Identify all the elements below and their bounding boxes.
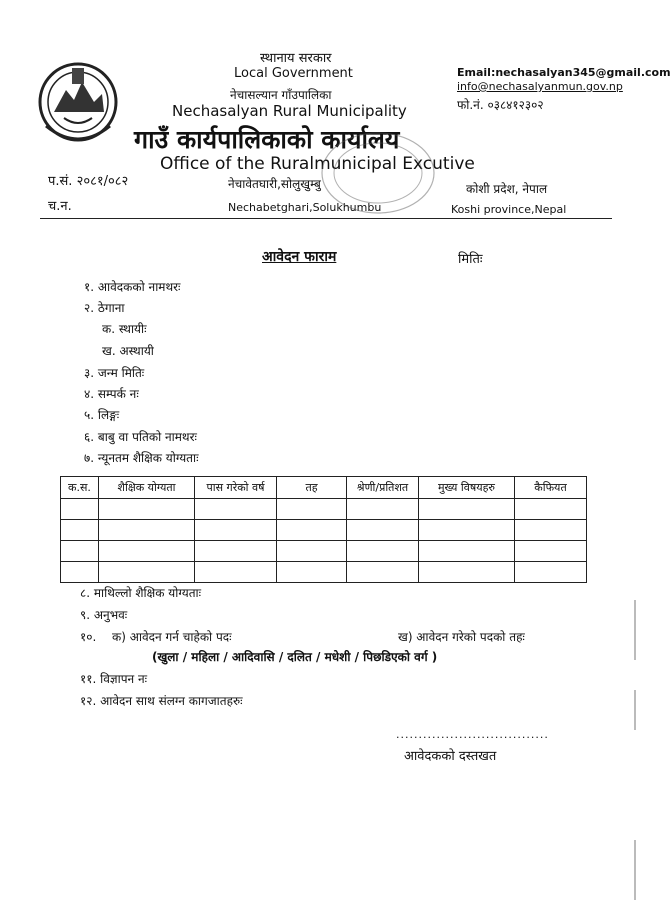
scan-edge-mark bbox=[634, 690, 636, 730]
col-header-remarks: कैफियत bbox=[515, 477, 587, 499]
ref-number: प.सं. २०८१/०८२ bbox=[48, 174, 129, 189]
table-header-row bbox=[61, 477, 587, 499]
header-province-en: Koshi province,Nepal bbox=[451, 203, 567, 216]
col-header-division: श्रेणी/प्रतिशत bbox=[347, 477, 419, 499]
table-row bbox=[61, 520, 587, 541]
field-category-options: (खुला / महिला / आदिवासि / दलित / मधेशी / पिछडिएको वर्ग ) bbox=[152, 650, 438, 664]
field-post-level: ख) आवेदन गरेको पदको तहः bbox=[398, 630, 525, 644]
col-header-level: तह bbox=[277, 477, 347, 499]
header-phone: फो.नं. ०३८४१२३०२ bbox=[457, 98, 544, 112]
field-min-qualification: ७. न्यूनतम शैक्षिक योग्यताः bbox=[84, 451, 199, 465]
header-gov-np: स्थानाय सरकार bbox=[260, 51, 332, 66]
form-title: आवेदन फाराम bbox=[262, 249, 337, 265]
table-row bbox=[61, 541, 587, 562]
date-label: मितिः bbox=[458, 252, 483, 267]
field-contact: ४. सम्पर्क नः bbox=[84, 387, 139, 401]
header-address-np: नेचावेतघारी,सोलुखुम्बु bbox=[228, 177, 321, 191]
col-header-subjects: मुख्य विषयहरु bbox=[419, 477, 515, 499]
header-divider bbox=[40, 218, 612, 219]
field-address-permanent: क. स्थायीः bbox=[102, 322, 147, 336]
field-birth-date: ३. जन्म मितिः bbox=[84, 366, 145, 380]
nepal-emblem-logo bbox=[36, 56, 120, 148]
field-applicant-name: १. आवेदकको नामथरः bbox=[84, 280, 181, 294]
header-office-np: गाउँ कार्यपालिकाको कार्यालय bbox=[134, 125, 400, 154]
col-header-serial: क.स. bbox=[61, 477, 99, 499]
header-mun-en: Nechasalyan Rural Municipality bbox=[172, 102, 407, 120]
col-header-pass-year: पास गरेको वर्ष bbox=[195, 477, 277, 499]
signature-label: आवेदकको दस्तखत bbox=[404, 749, 497, 764]
field-experience: ९. अनुभवः bbox=[80, 608, 128, 622]
header-website[interactable]: info@nechasalyanmun.gov.np bbox=[457, 80, 623, 93]
field-father-husband-name: ६. बाबु वा पतिको नामथरः bbox=[84, 430, 197, 444]
office-stamp-seal bbox=[318, 128, 438, 218]
table-row bbox=[61, 499, 587, 520]
header-email: Email:nechasalyan345@gmail.com bbox=[457, 66, 671, 79]
signature-line[interactable]: .................................. bbox=[396, 728, 549, 741]
scan-edge-mark bbox=[634, 840, 636, 900]
table-row bbox=[61, 562, 587, 583]
field-higher-qualification: ८. माथिल्लो शैक्षिक योग्यताः bbox=[80, 586, 202, 600]
header-address-en: Nechabetghari,Solukhumbu bbox=[228, 201, 382, 214]
field-10-number: १०. bbox=[80, 630, 97, 644]
header-province-np: कोशी प्रदेश, नेपाल bbox=[466, 182, 548, 196]
field-address-temporary: ख. अस्थायी bbox=[102, 344, 154, 358]
field-gender: ५. लिङ्गः bbox=[84, 408, 120, 422]
header-mun-np: नेचासल्यान गाँउपालिका bbox=[230, 88, 332, 102]
scan-edge-mark bbox=[634, 600, 636, 660]
header-gov-en: Local Government bbox=[234, 66, 353, 81]
field-desired-post: क) आवेदन गर्न चाहेको पदः bbox=[112, 630, 232, 644]
field-address: २. ठेगाना bbox=[84, 301, 125, 315]
field-advertisement-no: ११. विज्ञापन नः bbox=[80, 672, 148, 686]
qualification-table bbox=[60, 476, 587, 583]
field-attached-documents: १२. आवेदन साथ संलग्न कागजातहरुः bbox=[80, 694, 243, 708]
dispatch-number: च.न. bbox=[48, 199, 72, 214]
col-header-qualification: शैक्षिक योग्यता bbox=[99, 477, 195, 499]
header-office-en: Office of the Ruralmunicipal Excutive bbox=[160, 154, 475, 174]
